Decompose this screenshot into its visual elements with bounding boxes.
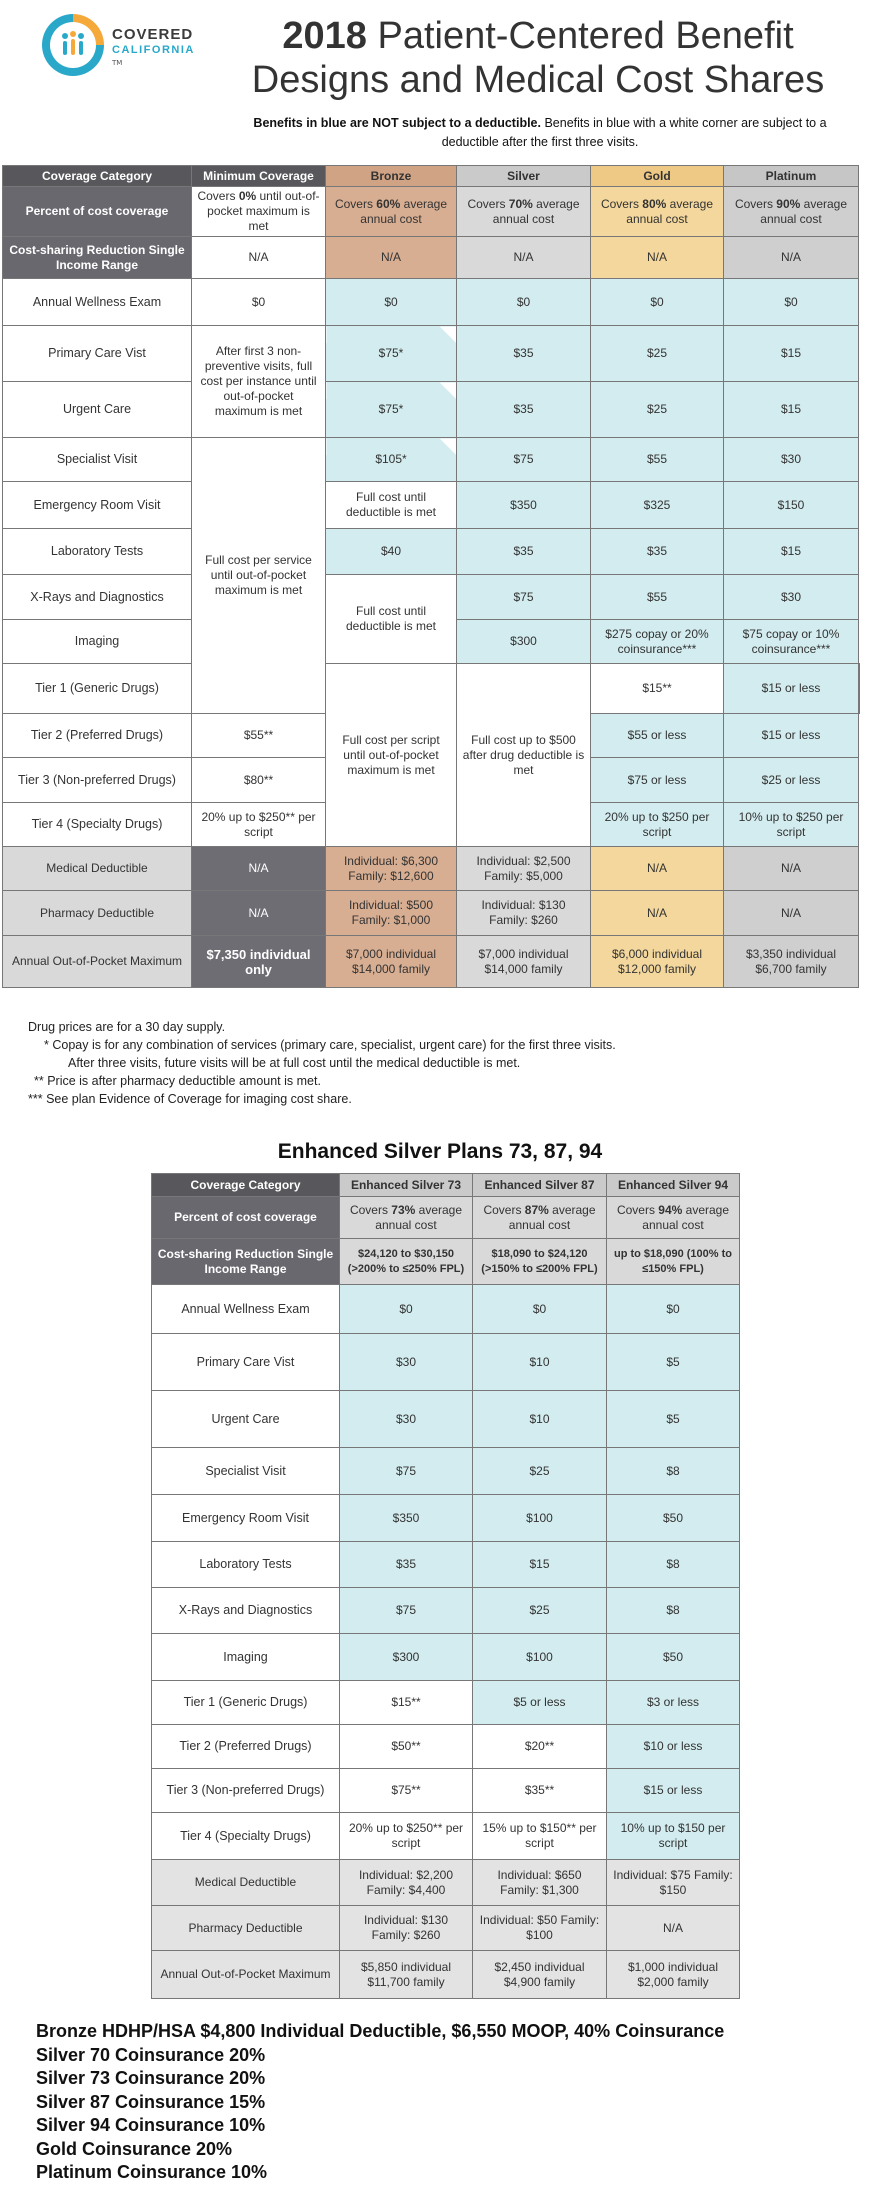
cell-min-service: Full cost per service until out-of-pocket maximum is met [192, 438, 326, 714]
table-row [152, 1906, 740, 1951]
title-year: 2018 [282, 15, 367, 57]
cell-s73: $5,850 individual $11,700 family [340, 1951, 473, 1999]
cell-s73: $30 [340, 1334, 473, 1391]
percent-platinum: Covers 90% average annual cost [724, 187, 859, 237]
page-title [238, 14, 838, 102]
cell-s87: $2,450 individual $4,900 family [473, 1951, 607, 1999]
cell-s87: $10 [473, 1391, 607, 1448]
percent-bronze: Covers 60% average annual cost [326, 187, 457, 237]
bottom-notes [36, 2020, 876, 2185]
row-label: Tier 3 (Non-preferred Drugs) [152, 1769, 340, 1813]
header-coverage-category: Coverage Category [3, 166, 192, 187]
cell-s73: $0 [340, 1285, 473, 1334]
cell-silver: $35 [457, 529, 591, 575]
cell-s73: Individual: $130 Family: $260 [340, 1906, 473, 1951]
row-label: Emergency Room Visit [3, 482, 192, 529]
cell-s94: $50 [607, 1495, 740, 1542]
bottom-note: Gold Coinsurance 20% [36, 2138, 233, 2159]
header-platinum: Platinum [724, 166, 859, 187]
csr-silver: N/A [457, 237, 591, 279]
table-row [152, 1813, 740, 1860]
row-label: Annual Out-of-Pocket Maximum [3, 936, 192, 988]
cell-silver: Individual: $2,500 Family: $5,000 [457, 847, 591, 891]
cell-silver: $15** [591, 664, 724, 714]
cell-s94: N/A [607, 1906, 740, 1951]
cell-min: $7,350 individual only [192, 936, 326, 988]
row-label: Tier 4 (Specialty Drugs) [152, 1813, 340, 1860]
cell-s94: $1,000 individual $2,000 family [607, 1951, 740, 1999]
cell-bronze: $75* [326, 382, 457, 438]
row-label: Tier 4 (Specialty Drugs) [3, 803, 192, 847]
footnote: *** See plan Evidence of Coverage for imaging cost share. [28, 1092, 352, 1106]
header-s73: Enhanced Silver 73 [340, 1174, 473, 1197]
cell-platinum: N/A [724, 847, 859, 891]
percent-label: Percent of cost coverage [152, 1197, 340, 1239]
table-row [152, 1334, 740, 1391]
bottom-note: Silver 73 Coinsurance 20% [36, 2068, 266, 2088]
percent-silver: Covers 70% average annual cost [457, 187, 591, 237]
cell-gold: $55 or less [591, 714, 724, 758]
row-label: Specialist Visit [3, 438, 192, 482]
table-row [152, 1860, 740, 1906]
footnote: * Copay is for any combination of services (primary care, specialist, urgent care) for the first three visits. [44, 1038, 616, 1052]
cell-s94: Individual: $75 Family: $150 [607, 1860, 740, 1906]
csr-gold: N/A [591, 237, 724, 279]
cell-platinum: N/A [724, 891, 859, 936]
cell-platinum: $150 [724, 482, 859, 529]
cell-s73: $350 [340, 1495, 473, 1542]
bottom-note: Silver 70 Coinsurance 20% [36, 2044, 266, 2065]
cell-silver: $35 [457, 326, 591, 382]
cell-s87: $10 [473, 1334, 607, 1391]
cell-bronze: $7,000 individual $14,000 family [326, 936, 457, 988]
row-label: Primary Care Vist [3, 326, 192, 382]
blue-note [250, 114, 830, 152]
cell-gold: $25 [591, 382, 724, 438]
table-row [152, 1391, 740, 1448]
header-minimum: Minimum Coverage [192, 166, 326, 187]
table-row [152, 1634, 740, 1681]
cell-s87: $15 [473, 1542, 607, 1588]
header-s94: Enhanced Silver 94 [607, 1174, 740, 1197]
enhanced-silver-body [152, 1285, 740, 1999]
footnote: ** Price is after pharmacy deductible amount is met. [34, 1074, 321, 1088]
row-label: Urgent Care [3, 382, 192, 438]
cell-silver: $7,000 individual $14,000 family [457, 936, 591, 988]
row-label: Laboratory Tests [152, 1542, 340, 1588]
blue-note-rest: Benefits in blue with a white corner are subject to a deductible after the first three visits. [441, 116, 827, 149]
bottom-note: Platinum Coinsurance 10% [36, 2162, 268, 2182]
cell-s73: $75 [340, 1588, 473, 1634]
cell-silver: $75 [457, 438, 591, 482]
logo-name: COVERED [112, 26, 194, 43]
metal-tier-table [2, 165, 860, 988]
cell-platinum: $15 [724, 326, 859, 382]
percent-s94: Covers 94% average annual cost [607, 1197, 740, 1239]
cell-silver: $55** [192, 714, 326, 758]
cell-min: $0 [192, 279, 326, 326]
row-label: Medical Deductible [152, 1860, 340, 1906]
percent-s87: Covers 87% average annual cost [473, 1197, 607, 1239]
cell-s73: $75** [340, 1769, 473, 1813]
covered-california-logo [42, 14, 222, 78]
cell-s94: $3 or less [607, 1681, 740, 1725]
cell-gold: $325 [591, 482, 724, 529]
row-label: Specialist Visit [152, 1448, 340, 1495]
cell-s94: $0 [607, 1285, 740, 1334]
cell-min: N/A [192, 847, 326, 891]
cell-s94: $8 [607, 1542, 740, 1588]
cell-bronze: $0 [326, 279, 457, 326]
percent-label: Percent of cost coverage [3, 187, 192, 237]
cell-bronze: Individual: $500 Family: $1,000 [326, 891, 457, 936]
row-label: Imaging [152, 1634, 340, 1681]
cell-gold: 20% up to $250 per script [591, 803, 724, 847]
cell-silver: $35 [457, 382, 591, 438]
cell-gold: N/A [591, 891, 724, 936]
cell-platinum: $0 [724, 279, 859, 326]
csr-s87: $18,090 to $24,120 (>150% to ≤200% FPL) [473, 1239, 607, 1285]
table-row [152, 1769, 740, 1813]
cell-s94: $10 or less [607, 1725, 740, 1769]
cell-platinum: 10% up to $250 per script [724, 803, 859, 847]
percent-gold: Covers 80% average annual cost [591, 187, 724, 237]
cell-platinum: $75 copay or 10% coinsurance*** [724, 620, 859, 664]
row-label: Annual Out-of-Pocket Maximum [152, 1951, 340, 1999]
enhanced-silver-title: Enhanced Silver Plans 73, 87, 94 [277, 1140, 603, 1163]
table-row [152, 1681, 740, 1725]
row-label: Emergency Room Visit [152, 1495, 340, 1542]
cell-s87: $0 [473, 1285, 607, 1334]
cell-s94: $8 [607, 1448, 740, 1495]
footnote: Drug prices are for a 30 day supply. [28, 1020, 226, 1034]
cell-s87: $5 or less [473, 1681, 607, 1725]
table-row [152, 1285, 740, 1334]
title-line2: Designs and Medical Cost Shares [251, 59, 825, 101]
cell-silver: $0 [457, 279, 591, 326]
cell-gold: $0 [591, 279, 724, 326]
row-label: Tier 2 (Preferred Drugs) [3, 714, 192, 758]
row-label: Tier 1 (Generic Drugs) [3, 664, 192, 714]
cell-gold: $6,000 individual $12,000 family [591, 936, 724, 988]
table-row [152, 1951, 740, 1999]
cell-silver: 20% up to $250** per script [192, 803, 326, 847]
table-row [152, 1448, 740, 1495]
cell-s73: $50** [340, 1725, 473, 1769]
header-silver: Silver [457, 166, 591, 187]
percent-s73: Covers 73% average annual cost [340, 1197, 473, 1239]
cell-s94: $15 or less [607, 1769, 740, 1813]
title-line1: Patient-Centered Benefit [366, 15, 794, 57]
cell-min-script: Full cost per script until out-of-pocket maximum is met [326, 664, 457, 847]
row-label: Annual Wellness Exam [152, 1285, 340, 1334]
cell-s73: $75 [340, 1448, 473, 1495]
csr-s94: up to $18,090 (100% to ≤150% FPL) [607, 1239, 740, 1285]
cell-s94: 10% up to $150 per script [607, 1813, 740, 1860]
cell-bronze: $105* [326, 438, 457, 482]
bottom-note: Silver 87 Coinsurance 15% [36, 2091, 266, 2112]
header [0, 0, 880, 160]
row-label: Pharmacy Deductible [152, 1906, 340, 1951]
table-row [152, 1588, 740, 1634]
logo-people-icon [56, 28, 90, 62]
row-label: Tier 1 (Generic Drugs) [152, 1681, 340, 1725]
cell-s73: $30 [340, 1391, 473, 1448]
row-label: X-Rays and Diagnostics [152, 1588, 340, 1634]
cell-s87: Individual: $50 Family: $100 [473, 1906, 607, 1951]
header-bronze: Bronze [326, 166, 457, 187]
cell-platinum: $3,350 individual $6,700 family [724, 936, 859, 988]
csr-label: Cost-sharing Reduction Single Income Range [152, 1239, 340, 1285]
row-label: Laboratory Tests [3, 529, 192, 575]
cell-s94: $8 [607, 1588, 740, 1634]
cell-s94: $5 [607, 1391, 740, 1448]
cell-bronze: Full cost until deductible is met [326, 482, 457, 529]
cell-s87: Individual: $650 Family: $1,300 [473, 1860, 607, 1906]
logo-subname: CALIFORNIA [112, 44, 195, 56]
cell-platinum: $15 [724, 382, 859, 438]
row-label: X-Rays and Diagnostics [3, 575, 192, 620]
cell-silver: $75 [457, 575, 591, 620]
blue-note-bold: Benefits in blue are NOT subject to a deductible. [253, 116, 541, 130]
cell-s94: $50 [607, 1634, 740, 1681]
cell-platinum [859, 664, 860, 714]
cell-gold: N/A [591, 847, 724, 891]
table-row [152, 1725, 740, 1769]
csr-label: Cost-sharing Reduction Single Income Range [3, 237, 192, 279]
cell-s87: $100 [473, 1495, 607, 1542]
cell-platinum: $15 [724, 529, 859, 575]
csr-minimum: N/A [192, 237, 326, 279]
percent-minimum: Covers 0% until out-of-pocket maximum is met [192, 187, 326, 237]
csr-s73: $24,120 to $30,150 (>200% to ≤250% FPL) [340, 1239, 473, 1285]
table-row [152, 1495, 740, 1542]
bottom-note: Bronze HDHP/HSA $4,800 Individual Deductible, $6,550 MOOP, 40% Coinsurance [36, 2021, 725, 2041]
cell-bronze: Individual: $6,300 Family: $12,600 [326, 847, 457, 891]
cell-s87: $25 [473, 1448, 607, 1495]
cell-silver: $80** [192, 758, 326, 803]
cell-min-visits: After first 3 non-preventive visits, full cost per instance until out-of-pocket maximum is met [192, 326, 326, 438]
cell-s73: $15** [340, 1681, 473, 1725]
bottom-note: Silver 94 Coinsurance 10% [36, 2115, 266, 2135]
cell-gold: $35 [591, 529, 724, 575]
row-label: Annual Wellness Exam [3, 279, 192, 326]
cell-silver: $350 [457, 482, 591, 529]
cell-platinum: $25 or less [724, 758, 859, 803]
enhanced-silver-table [151, 1173, 740, 1999]
cell-bronze-xray: Full cost until deductible is met [326, 575, 457, 664]
cell-s87: $20** [473, 1725, 607, 1769]
cell-gold: $55 [591, 575, 724, 620]
cell-gold: $55 [591, 438, 724, 482]
cell-platinum: $30 [724, 438, 859, 482]
cell-bronze: $75* [326, 326, 457, 382]
cell-s87: 15% up to $150** per script [473, 1813, 607, 1860]
cell-s73: $35 [340, 1542, 473, 1588]
header-coverage-category: Coverage Category [152, 1174, 340, 1197]
row-label: Imaging [3, 620, 192, 664]
cell-s87: $100 [473, 1634, 607, 1681]
csr-bronze: N/A [326, 237, 457, 279]
row-label: Urgent Care [152, 1391, 340, 1448]
cell-gold: $25 [591, 326, 724, 382]
cell-gold: $15 or less [724, 664, 859, 714]
row-label: Tier 3 (Non-preferred Drugs) [3, 758, 192, 803]
cell-bronze-drug: Full cost up to $500 after drug deductible is met [457, 664, 591, 847]
header-s87: Enhanced Silver 87 [473, 1174, 607, 1197]
footnotes [28, 1018, 848, 1108]
cell-s73: 20% up to $250** per script [340, 1813, 473, 1860]
row-label: Pharmacy Deductible [3, 891, 192, 936]
cell-silver: $300 [457, 620, 591, 664]
cell-s87: $35** [473, 1769, 607, 1813]
row-label: Tier 2 (Preferred Drugs) [152, 1725, 340, 1769]
footnote: After three visits, future visits will be at full cost until the medical deductible is met. [68, 1056, 521, 1070]
cell-platinum: $15 or less [724, 714, 859, 758]
row-label: Medical Deductible [3, 847, 192, 891]
row-label: Primary Care Vist [152, 1334, 340, 1391]
cell-bronze: $40 [326, 529, 457, 575]
cell-s94: $5 [607, 1334, 740, 1391]
table-row [152, 1542, 740, 1588]
cell-gold: $275 copay or 20% coinsurance*** [591, 620, 724, 664]
csr-platinum: N/A [724, 237, 859, 279]
cell-silver: Individual: $130 Family: $260 [457, 891, 591, 936]
cell-platinum: $30 [724, 575, 859, 620]
cell-gold: $75 or less [591, 758, 724, 803]
cell-min: N/A [192, 891, 326, 936]
cell-s73: $300 [340, 1634, 473, 1681]
cell-s73: Individual: $2,200 Family: $4,400 [340, 1860, 473, 1906]
header-gold: Gold [591, 166, 724, 187]
logo-trademark: TM [112, 59, 123, 67]
cell-s87: $25 [473, 1588, 607, 1634]
